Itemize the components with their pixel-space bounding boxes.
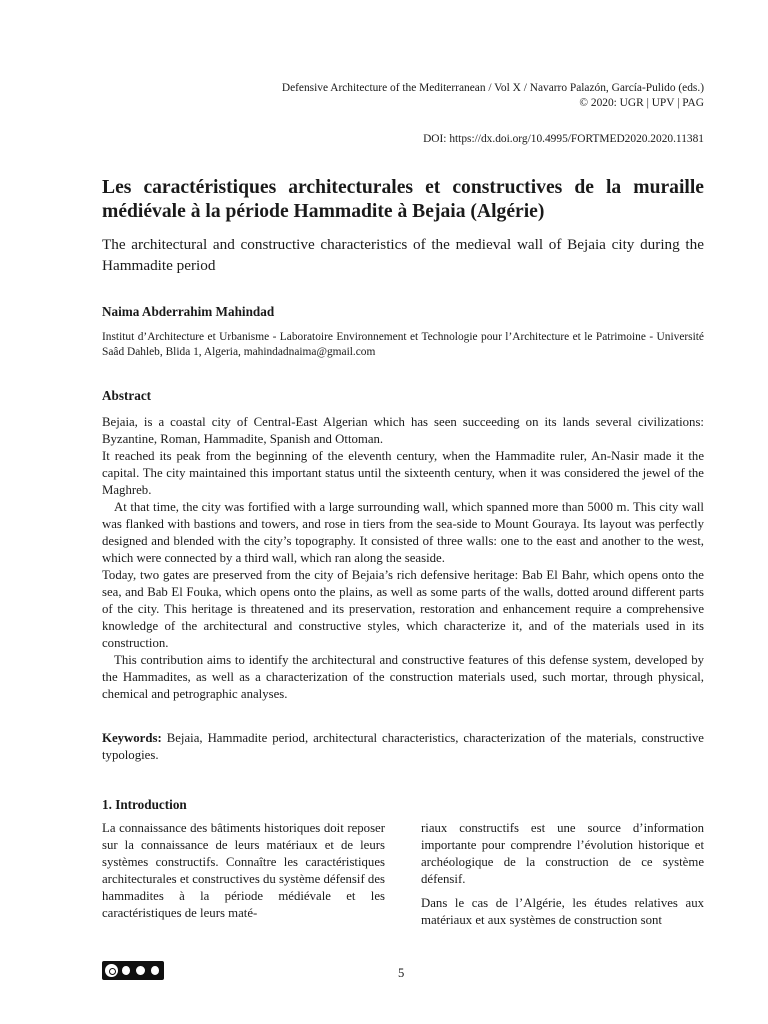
nd-icon — [149, 964, 162, 977]
abstract-paragraph: Bejaia, is a coastal city of Central-East Algerian which has seen succeeding on its lands several civilizations: Byzantine, Roman, Hammadite, Spanish and Ottoman. — [102, 415, 704, 446]
abstract-paragraph: Today, two gates are preserved from the city of Bejaia’s rich defensive heritage: Bab El Bahr, which opens onto the sea, and Bab El Fouka, which opens onto the plains, as well as some parts of the walls, dotted around different parts of the city. This heritage is threatened and its preservation, restoration and enhancement require a comprehensive knowledge of the architectural and constructive styles, which characterize it, and of the materials used in its construction. — [102, 568, 704, 650]
abstract-paragraph: At that time, the city was fortified with a large surrounding wall, which spanned more than 5000 m. This city wall was flanked with bastions and towers, and rose in tiers from the sea-side to Mount Gouraya. Its layout was perfectly designed and blended with the city’s topography. It consisted of three walls: one to the east and another to the west, which were connected by a third wall, which ran along the seaside. — [102, 500, 704, 565]
introduction-right-column — [421, 820, 704, 936]
running-header-journal: Defensive Architecture of the Mediterranean / Vol X / Navarro Palazón, García-Pulido (eds.) — [281, 82, 704, 94]
keywords-text: Bejaia, Hammadite period, architectural characteristics, characterization of the materials, constructive typologies. — [102, 731, 704, 762]
cc-by-nc-nd-icon — [102, 961, 164, 980]
introduction-heading: 1. Introduction — [102, 797, 187, 812]
paper-page — [102, 0, 704, 1024]
nc-icon — [134, 964, 147, 977]
keywords-label: Keywords: — [102, 731, 162, 745]
abstract-body — [102, 414, 704, 703]
running-header-copyright: © 2020: UGR | UPV | PAG — [579, 97, 704, 109]
cc-icon — [105, 964, 118, 977]
abstract-paragraph: It reached its peak from the beginning of the eleventh century, when the Hammadite ruler, An-Nasir made it the capital. The city maintained this important status until the sixteenth century, when it was considered the jewel of the Maghreb. — [102, 449, 704, 497]
paper-title-english: The architectural and constructive characteristics of the medieval wall of Bejaia city during the Hammadite period — [102, 236, 704, 274]
body-paragraph: Dans le cas de l’Algérie, les études relatives aux matériaux et aux systèmes de construction sont — [421, 896, 704, 927]
abstract-paragraph: This contribution aims to identify the architectural and constructive features of this defense system, developed by the Hammadites, as well as a characterization of the construction materials used, such mortar, through physical, chemical and petrographic analyses. — [102, 653, 704, 701]
doi-link[interactable]: DOI: https://dx.doi.org/10.4995/FORTMED2020.2020.11381 — [423, 133, 704, 145]
author-name: Naima Abderrahim Mahindad — [102, 304, 275, 319]
introduction-left-column — [102, 820, 385, 929]
by-icon — [120, 964, 133, 977]
paper-title-french: Les caractéristiques architecturales et constructives de la muraille médiévale à la période Hammadite à Bejaia (Algérie) — [102, 177, 704, 222]
body-paragraph: La connaissance des bâtiments historiques doit reposer sur la connaissance de leurs matériaux et de leurs systèmes constructifs. Connaître les caractéristiques architecturales et constructives du système défensif des hammadites à la période médiévale et les caractéristiques de leurs maté- — [102, 821, 385, 920]
body-paragraph: riaux constructifs est une source d’information importante pour comprendre l’évolution historique et archéologique de la construction de ce système défensif. — [421, 821, 704, 886]
page-number: 5 — [398, 966, 405, 980]
author-affiliation: Institut d’Architecture et Urbanisme - Laboratoire Environnement et Technologie pour l’Architecture et le Patrimoine - Université Saâd Dahleb, Blida 1, Algeria, mahindadnaima@gmail.com — [102, 331, 704, 358]
abstract-heading: Abstract — [102, 388, 152, 403]
keywords — [102, 730, 704, 764]
